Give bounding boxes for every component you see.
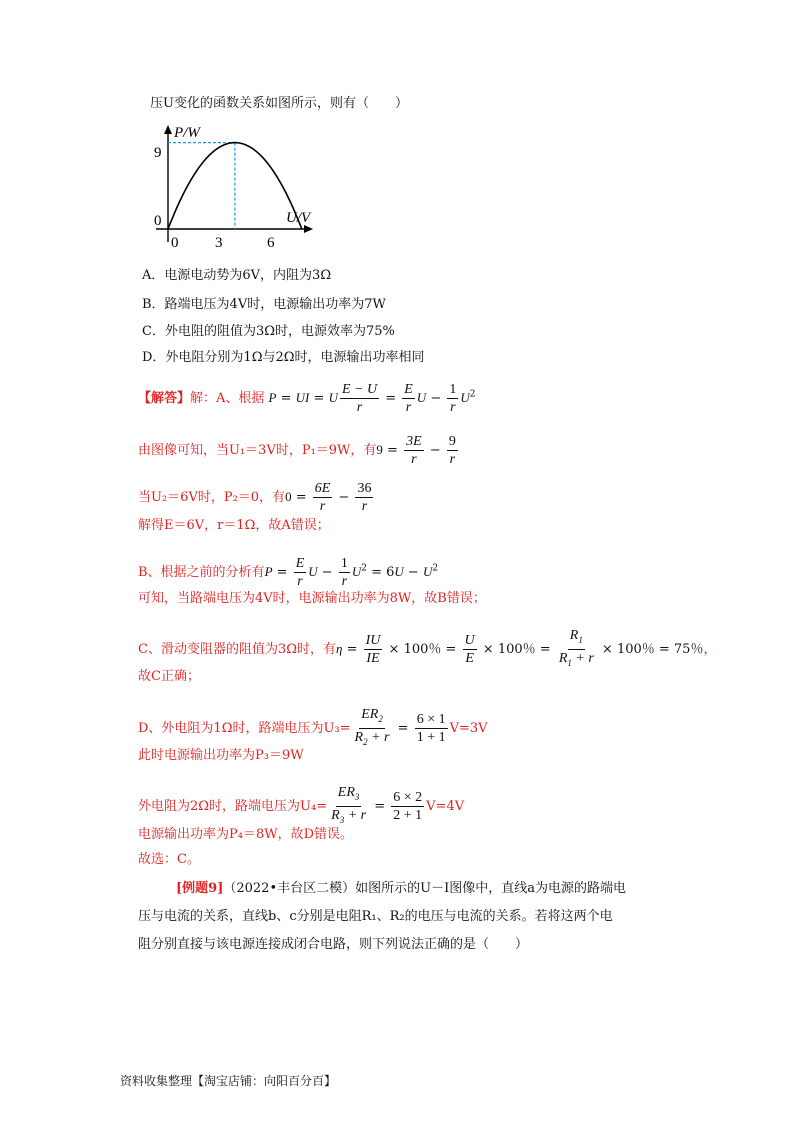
solution-line-9: D、外电阻为1Ω时，路端电压为U₃= $\frac{ER_2}{R_2 + r}$ = $\frac{6 \times 1}{1 + 1}$ V=3V — [138, 707, 488, 747]
footer-text: 资料收集整理【淘宝店铺：向阳百分百】 — [120, 1074, 337, 1088]
option-d: D．外电阻分别为1Ω与2Ω时，电源输出功率相同 — [142, 350, 425, 365]
origin-y-label: 0 — [154, 213, 162, 229]
y-tick-9: 9 — [154, 145, 162, 161]
solution-line-6: 可知，当路端电压为4V时，电源输出功率为8W，故B错误； — [138, 591, 486, 606]
x-tick-0: 0 — [171, 235, 179, 251]
formula-power: P = UI = U $\frac{E - U}{r}$ = $\frac{E}{r}$ U − $\frac{1}{r}$ $U^2$ — [268, 382, 476, 415]
x-axis-arrow — [304, 225, 313, 233]
y-axis-arrow — [164, 125, 172, 134]
question-intro: 压U变化的函数关系如图所示，则有（ ） — [150, 96, 408, 111]
example-tag: [例题9] — [176, 881, 224, 896]
solution-line-4: 解得E＝6V，r＝1Ω，故A错误； — [138, 518, 330, 533]
option-c: C．外电阻的阻值为3Ω时，电源效率为75% — [142, 324, 395, 339]
x-tick-6: 6 — [267, 235, 275, 251]
solution-line-13: 故选：C。 — [138, 852, 200, 867]
solution-line-8: 故C正确； — [138, 669, 200, 684]
x-axis-label: U/V — [286, 210, 311, 226]
option-a: A．电源电动势为6V，内阻为3Ω — [142, 268, 332, 283]
formula-eq2: 0 = $\frac{6E}{r}$ − $\frac{36}{r}$ — [285, 481, 372, 514]
solution-line-2: 由图像可知，当U₁＝3V时，P₁＝9W，有9 = $\frac{3E}{r}$ − $\frac{9}{r}$ — [138, 433, 460, 468]
solution-line-3: 当U₂＝6V时，P₂＝0，有0 = $\frac{6E}{r}$ − $\frac{36}{r}$ — [138, 480, 375, 515]
formula-efficiency: η = $\frac{IU}{IE}$ × 100％ = $\frac{U}{E}$ × 100％ = $\frac{R_1}{R_1 + r}$ × 100％ = 75％ — [336, 628, 704, 668]
solution-tag: 【解答】 — [138, 391, 191, 406]
formula-u3: $\frac{ER_2}{R_2 + r}$ = $\frac{6 \times 1}{1 + 1}$ — [354, 707, 446, 747]
example-line-2: 压与电流的关系，直线b、c分别是电阻R₁、R₂的电压与电流的关系。若将这两个电 — [138, 909, 613, 924]
y-axis-label: P/W — [174, 125, 200, 141]
solution-line-10: 此时电源输出功率为P₃＝9W — [138, 748, 304, 763]
solution-line-5: B、根据之前的分析有P = $\frac{E}{r}$ U − $\frac{1}{r}$ $U^2 = 6U - U^2$ — [138, 556, 439, 589]
formula-u4: $\frac{ER_3}{R_3 + r}$ = $\frac{6 \times 2}{2 + 1}$ — [331, 785, 423, 825]
solution-line-7: C、滑动变阻器的阻值为3Ω时，有η = $\frac{IU}{IE}$ × 100％ = $\frac{U}{E}$ × 100％ = $\frac{R_1}{R_1 + r}$ × 100％ = 75％， — [138, 628, 717, 668]
option-b: B．路端电压为4V时，电源输出功率为7W — [142, 297, 386, 312]
solution-line-11: 外电阻为2Ω时，路端电压为U₄= $\frac{ER_3}{R_3 + r}$ = $\frac{6 \times 2}{2 + 1}$ V=4V — [138, 785, 465, 825]
solution-line-12: 电源输出功率为P₄＝8W，故D错误。 — [138, 827, 354, 842]
x-tick-3: 3 — [215, 235, 223, 251]
example-line-3: 阻分别直接与该电源连接成闭合电路，则下列说法正确的是（ ） — [138, 937, 529, 952]
formula-eq1: 9 = $\frac{3E}{r}$ − $\frac{9}{r}$ — [376, 434, 456, 467]
example-line-1: [例题9]（2022•丰台区二模）如图所示的U－I图像中，直线a为电源的路端电 — [176, 881, 626, 896]
solution-line-1: 【解答】解：A、根据 P = UI = U $\frac{E - U}{r}$ = $\frac{E}{r}$ U − $\frac{1}{r}$ $U^2$ — [138, 382, 476, 415]
formula-power-2: P = $\frac{E}{r}$ U − $\frac{1}{r}$ $U^2 = 6U - U^2$ — [264, 556, 439, 589]
power-voltage-graph — [138, 122, 313, 252]
